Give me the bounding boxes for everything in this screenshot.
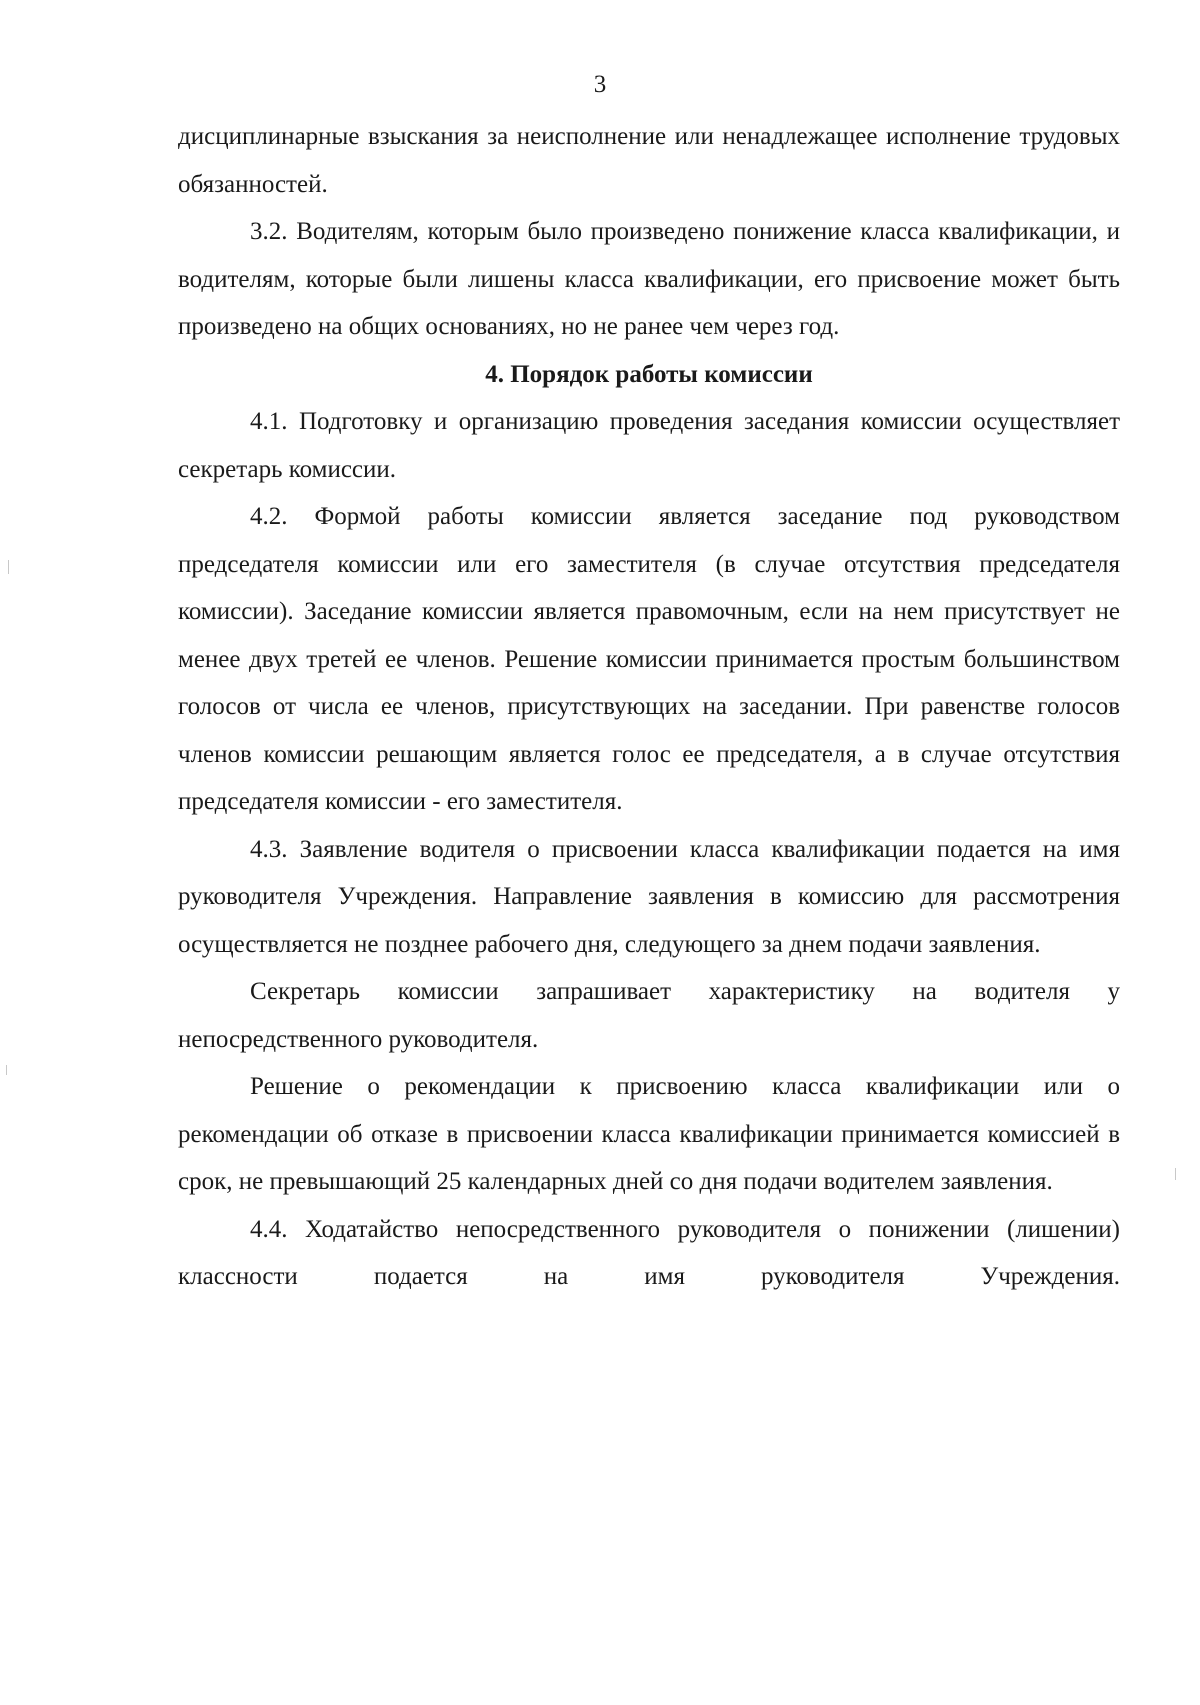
paragraph-4-1: 4.1. Подготовку и организацию проведения заседания комиссии осуществляет секретарь комиссии. xyxy=(178,408,1120,483)
paragraph-decision: Решение о рекомендации к присвоению класса квалификации или о рекомендации об отказе в присвоении класса квалификации принимается комиссией в срок, не превышающий 25 календарных дней со дня подачи водителем заявления. xyxy=(178,1073,1120,1195)
paragraph-3-2: 3.2. Водителям, которым было произведено понижение класса квалификации, и водителям, которые были лишены класса квалификации, его присвоение может быть произведено на общих основаниях, но не ранее чем через год. xyxy=(178,218,1120,340)
document-body xyxy=(178,113,1120,1301)
paragraph-continuation: дисциплинарные взыскания за неисполнение или ненадлежащее исполнение трудовых обязанностей. xyxy=(178,123,1120,198)
paragraph-4-2: 4.2. Формой работы комиссии является заседание под руководством председателя комиссии или его заместителя (в случае отсутствия председателя комиссии). Заседание комиссии является правомочным, если на нем присутствует не менее двух третей ее членов. Решение комиссии принимается простым большинством голосов от числа ее членов, присутствующих на заседании. При равенстве голосов членов комиссии решающим является голос ее председателя, а в случае отсутствия председателя комиссии - его заместителя. xyxy=(178,503,1120,815)
paragraph-4-4: 4.4. Ходатайство непосредственного руководителя о понижении (лишении) классности подается на имя руководителя Учреждения. xyxy=(178,1215,1120,1290)
section-heading: 4. Порядок работы комиссии xyxy=(485,360,813,388)
scan-mark xyxy=(1175,1168,1176,1180)
scan-mark xyxy=(6,1065,7,1075)
scan-mark xyxy=(8,560,9,574)
paragraph-secretary: Секретарь комиссии запрашивает характеристику на водителя у непосредственного руководителя. xyxy=(178,978,1120,1053)
paragraph-4-3: 4.3. Заявление водителя о присвоении класса квалификации подается на имя руководителя Учреждения. Направление заявления в комиссию для рассмотрения осуществляется не позднее рабочего дня, следующего за днем подачи заявления. xyxy=(178,835,1120,958)
page-number: 3 xyxy=(593,71,607,98)
